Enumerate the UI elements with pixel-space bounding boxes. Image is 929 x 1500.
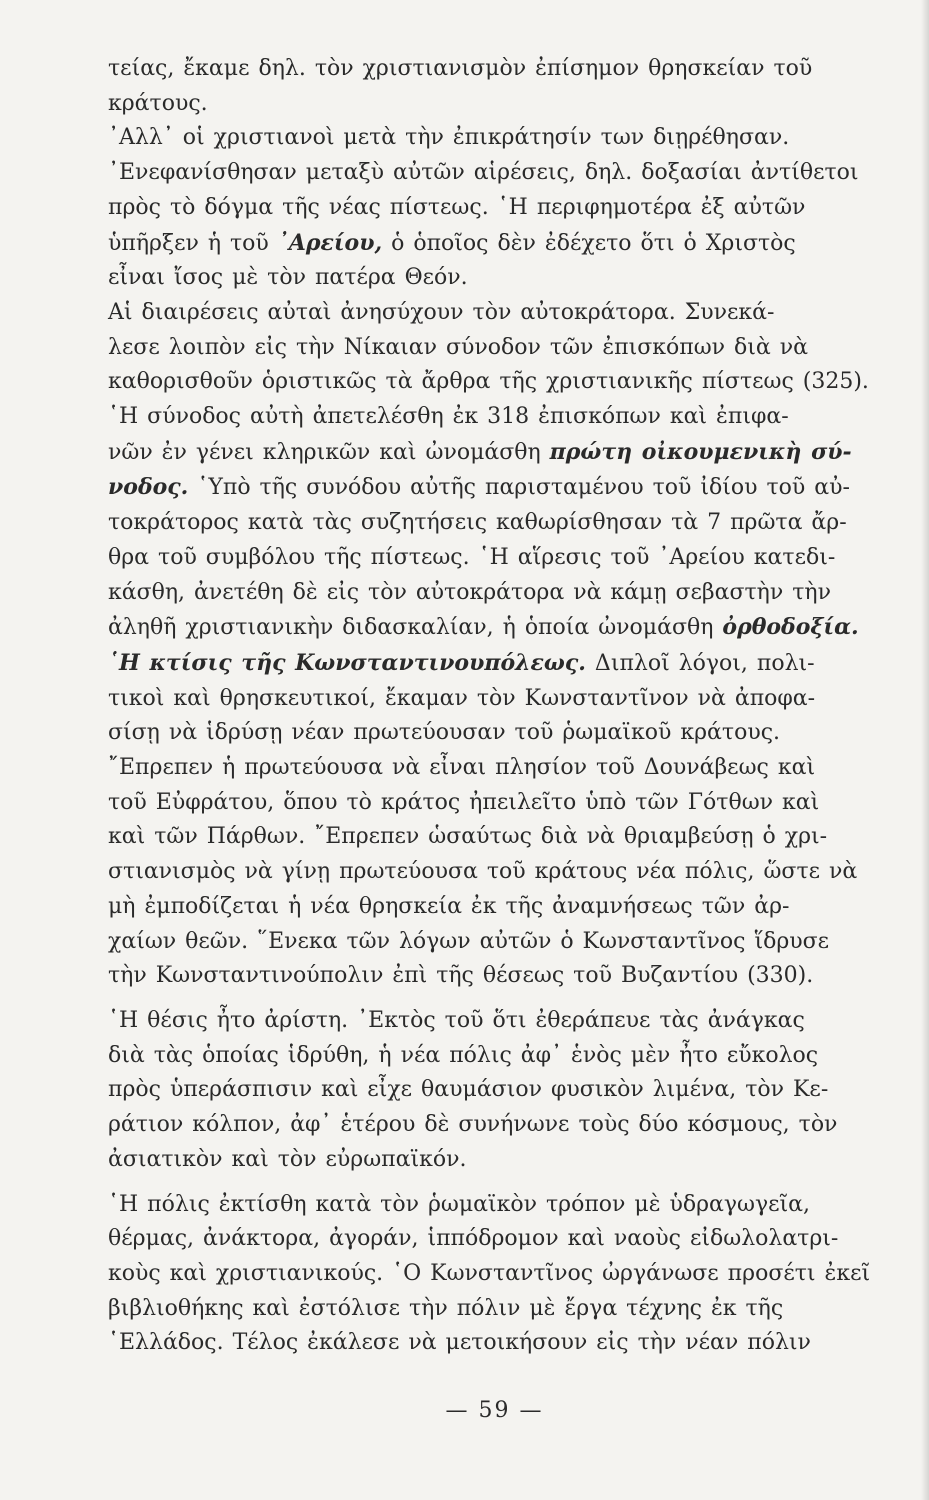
paragraph-6	[108, 1188, 871, 1362]
text-line: ῾Ελλάδος. Τέλος ἐκάλεσε νὰ μετοικήσουν εἰς τὴν νέαν πόλιν	[108, 1330, 811, 1356]
page-text	[108, 52, 871, 1361]
bold-term: ᾿Αρείου,	[277, 229, 383, 256]
text-line: ράτιον κόλπον, ἀφ᾿ ἑτέρου δὲ συνήνωνε τοὺς δύο κόσμους, τὸν	[108, 1112, 838, 1138]
text-line: θέρμας, ἀνάκτορα, ἀγοράν, ἱππόδρομον καὶ ναοὺς εἰδωλολατρι-	[108, 1226, 839, 1252]
page-number: — 59 —	[445, 1398, 544, 1423]
text-line: ὑπῆρξεν ἡ τοῦ ᾿Αρείου, ὁ ὁποῖος δὲν ἐδέχετο ὅτι ὁ Χριστὸς	[108, 229, 796, 256]
text-line: κάσθη, ἀνετέθη δὲ εἰς τὸν αὐτοκράτορα νὰ κάμῃ σεβαστὴν τὴν	[108, 579, 831, 605]
text-line: ἀληθῆ χριστιανικὴν διδασκαλίαν, ἡ ὁποία ὠνομάσθη ὀρθοδοξία.	[108, 614, 859, 641]
text-line: θρα τοῦ συμβόλου τῆς πίστεως. ῾Η αἵρεσις τοῦ ᾿Αρείου κατεδι-	[108, 544, 836, 570]
text-line: τοῦ Εὐφράτου, ὅπου τὸ κράτος ἠπειλεῖτο ὑπὸ τῶν Γότθων καὶ	[108, 789, 820, 815]
text-line: ῎Επρεπεν ἡ πρωτεύουσα νὰ εἶναι πλησίον τοῦ Δουνάβεως καὶ	[108, 755, 816, 781]
text-line: τοκράτορος κατὰ τὰς συζητήσεις καθωρίσθησαν τὰ 7 πρῶτα ἄρ-	[108, 510, 847, 536]
text-line: πρὸς ὑπεράσπισιν καὶ εἶχε θαυμάσιον φυσικὸν λιμένα, τὸν Κε-	[108, 1077, 829, 1103]
text-line: μὴ ἐμποδίζεται ἡ νέα θρησκεία ἐκ τῆς ἀναμνήσεως τῶν ἀρ-	[108, 893, 790, 919]
text-line: ἀσιατικὸν καὶ τὸν εὐρωπαϊκόν.	[108, 1146, 467, 1172]
text-line: νοδος. ῾Υπὸ τῆς συνόδου αὐτῆς παρισταμένου τοῦ ἰδίου τοῦ αὐ-	[108, 474, 850, 501]
text-line: σίσῃ νὰ ἱδρύσῃ νέαν πρωτεύουσαν τοῦ ῥωμαϊκοῦ κράτους.	[108, 720, 781, 746]
section-heading: ῾Η κτίσις τῆς Κωνσταντινουπόλεως.	[108, 649, 586, 676]
bold-term: νοδος.	[108, 474, 189, 501]
text-line: πρὸς τὸ δόγμα τῆς νέας πίστεως. ῾Η περιφημοτέρα ἐξ αὐτῶν	[108, 194, 806, 220]
page-edge-shadow	[921, 0, 929, 1500]
text-line: νῶν ἐν γένει κληρικῶν καὶ ὠνομάσθη πρώτη οἰκουμενικὴ σύ-	[108, 438, 852, 465]
text-line: βιβλιοθήκης καὶ ἐστόλισε τὴν πόλιν μὲ ἔργα τέχνης ἐκ τῆς	[108, 1295, 784, 1321]
text-line: ᾿Αλλ᾿ οἱ χριστιανοὶ μετὰ τὴν ἐπικράτησίν των διῃρέθησαν.	[108, 125, 790, 151]
text-line: τικοὶ καὶ θρησκευτικοί, ἔκαμαν τὸν Κωνσταντῖνον νὰ ἀποφα-	[108, 685, 816, 711]
text-line: κράτους.	[108, 90, 208, 116]
paragraph-1	[108, 52, 813, 121]
paragraph-3	[108, 296, 869, 646]
bold-term: πρώτη οἰκουμενικὴ σύ-	[549, 438, 852, 465]
bold-term: ὀρθοδοξία.	[722, 614, 859, 641]
text-line: ῾Η πόλις ἐκτίσθη κατὰ τὸν ῥωμαϊκὸν τρόπον μὲ ὑδραγωγεῖα,	[108, 1191, 811, 1217]
text-line: εἶναι ἴσος μὲ τὸν πατέρα Θεόν.	[108, 265, 468, 291]
text-line: καθορισθοῦν ὁριστικῶς τὰ ἄρθρα τῆς χριστιανικῆς πίστεως (325).	[108, 369, 869, 395]
text-line: τείας, ἔκαμε δηλ. τὸν χριστιανισμὸν ἐπίσημον θρησκείαν τοῦ	[108, 56, 813, 81]
text-line: στιανισμὸς νὰ γίνῃ πρωτεύουσα τοῦ κράτους νέα πόλις, ὥστε νὰ	[108, 859, 858, 885]
text-line: ῾Η σύνοδος αὐτὴ ἀπετελέσθη ἐκ 318 ἐπισκόπων καὶ ἐπιφα-	[108, 404, 789, 430]
paragraph-4	[108, 646, 858, 994]
text-line: ῾Η κτίσις τῆς Κωνσταντινουπόλεως. Διπλοῖ λόγοι, πολι-	[108, 649, 815, 676]
text-line: Αἱ διαιρέσεις αὐταὶ ἀνησύχουν τὸν αὐτοκράτορα. Συνεκά-	[108, 299, 775, 325]
paragraph-2	[108, 121, 859, 296]
text-line: διὰ τὰς ὁποίας ἱδρύθη, ἡ νέα πόλις ἀφ᾿ ἑνὸς μὲν ἦτο εὔκολος	[108, 1042, 819, 1068]
paragraph-5	[108, 1004, 838, 1178]
text-line: καὶ τῶν Πάρθων. ῎Επρεπεν ὡσαύτως διὰ νὰ θριαμβεύσῃ ὁ χρι-	[108, 824, 828, 850]
text-line: ῾Η θέσις ἦτο ἀρίστη. ᾿Εκτὸς τοῦ ὅτι ἐθεράπευε τὰς ἀνάγκας	[108, 1007, 805, 1033]
text-line: χαίων θεῶν. ῞Ενεκα τῶν λόγων αὐτῶν ὁ Κωνσταντῖνος ἵδρυσε	[108, 928, 830, 954]
text-line: λεσε λοιπὸν εἰς τὴν Νίκαιαν σύνοδον τῶν ἐπισκόπων διὰ νὰ	[108, 334, 808, 360]
text-line: ᾿Ενεφανίσθησαν μεταξὺ αὐτῶν αἱρέσεις, δηλ. δοξασίαι ἀντίθετοι	[108, 160, 859, 186]
text-line: κοὺς καὶ χριστιανικούς. ῾Ο Κωνσταντῖνος ὠργάνωσε προσέτι ἐκεῖ	[108, 1260, 871, 1286]
text-line: τὴν Κωνσταντινούπολιν ἐπὶ τῆς θέσεως τοῦ Βυζαντίου (330).	[108, 963, 814, 989]
